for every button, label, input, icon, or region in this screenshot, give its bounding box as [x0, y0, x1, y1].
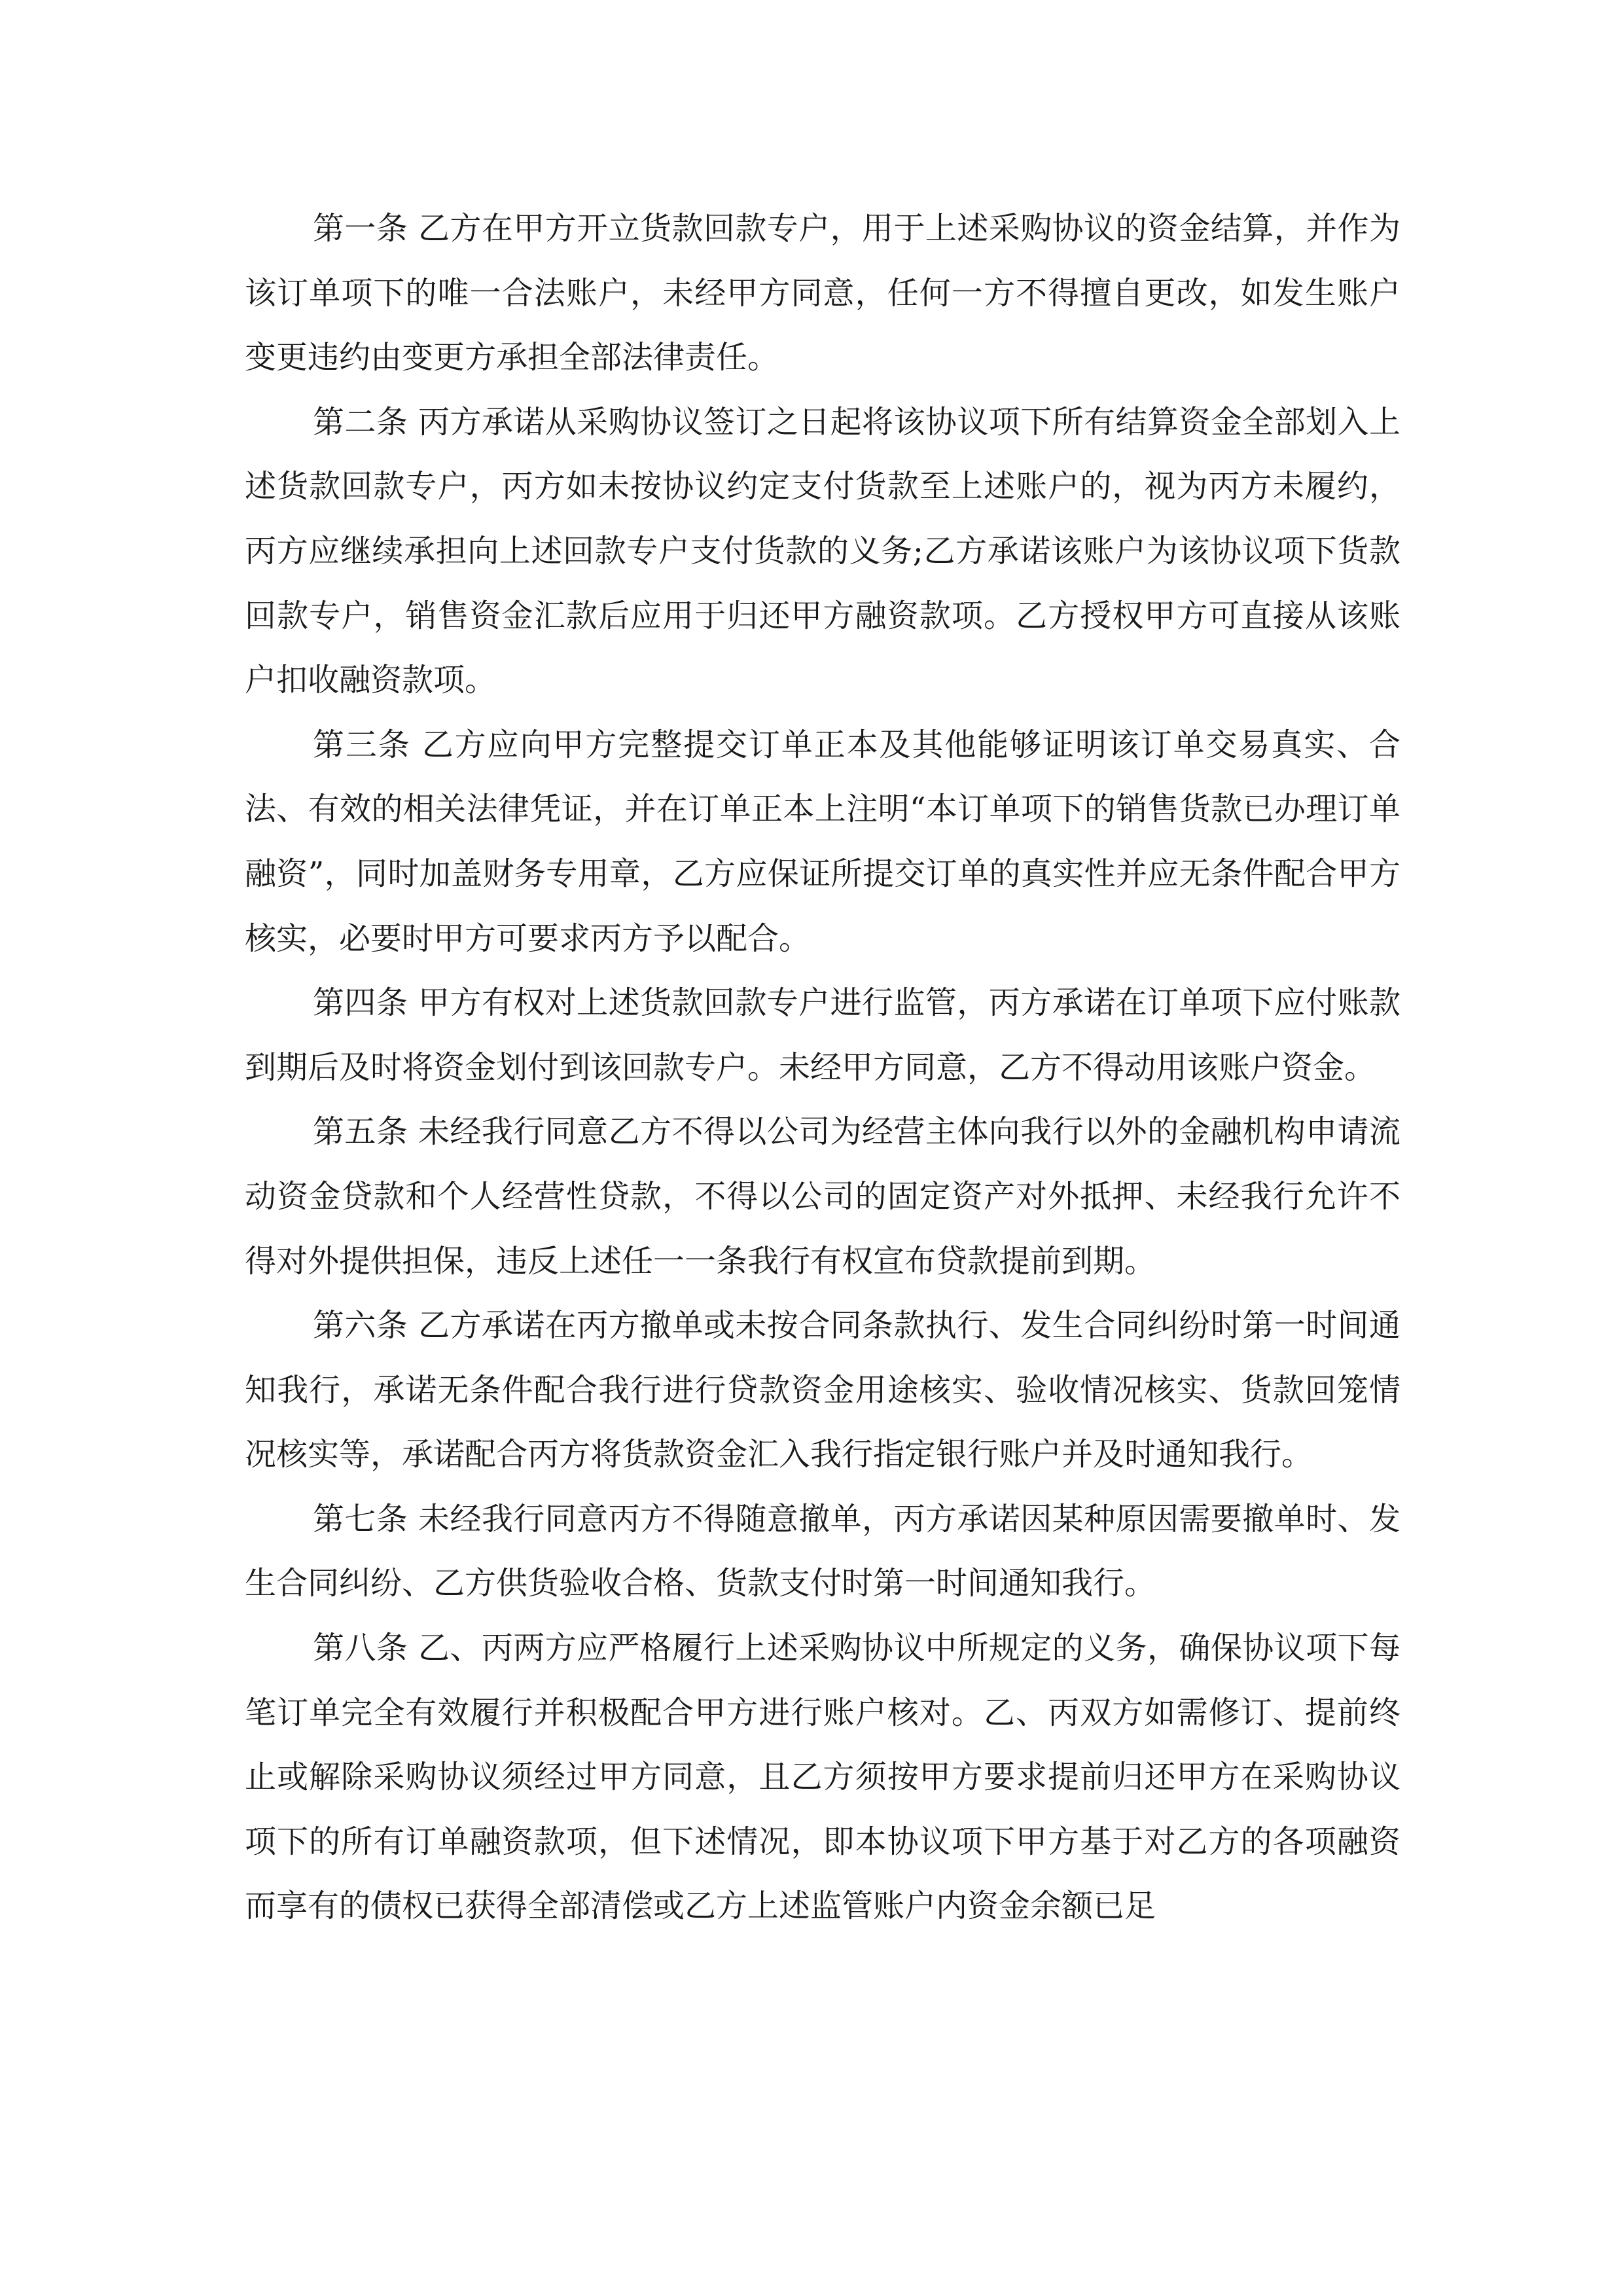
clause-3: 第三条 乙方应向甲方完整提交订单正本及其他能够证明该订单交易真实、合法、有效的相关法律凭证，并在订单正本上注明“本订单项下的销售货款已办理订单融资”，同时加盖财务专用章，乙方应保证所提交订单的真实性并应无条件配合甲方核实，必要时甲方可要求丙方予以配合。 [245, 726, 1400, 957]
clause-1: 第一条 乙方在甲方开立货款回款专户，用于上述采购协议的资金结算，并作为该订单项下的唯一合法账户，未经甲方同意，任何一方不得擅自更改，如发生账户变更违约由变更方承担全部法律责任。 [245, 210, 1400, 376]
clause-5: 第五条 未经我行同意乙方不得以公司为经营主体向我行以外的金融机构申请流动资金贷款和个人经营性贷款，不得以公司的固定资产对外抵押、未经我行允许不得对外提供担保，违反上述任一一条我行有权宣布贷款提前到期。 [245, 1113, 1400, 1280]
clause-6: 第六条 乙方承诺在丙方撤单或未按合同条款执行、发生合同纠纷时第一时间通知我行，承诺无条件配合我行进行贷款资金用途核实、验收情况核实、货款回笼情况核实等，承诺配合丙方将货款资金汇入我行指定银行账户并及时通知我行。 [245, 1307, 1400, 1473]
clause-7: 第七条 未经我行同意丙方不得随意撤单，丙方承诺因某种原因需要撤单时、发生合同纠纷、乙方供货验收合格、货款支付时第一时间通知我行。 [245, 1500, 1400, 1602]
document-body [245, 196, 1400, 1939]
clause-2: 第二条 丙方承诺从采购协议签订之日起将该协议项下所有结算资金全部划入上述货款回款专户，丙方如未按协议约定支付货款至上述账户的，视为丙方未履约，丙方应继续承担向上述回款专户支付货款的义务;乙方承诺该账户为该协议项下货款回款专户，销售资金汇款后应用于归还甲方融资款项。乙方授权甲方可直接从该账户扣收融资款项。 [245, 403, 1400, 699]
clause-8: 第八条 乙、丙两方应严格履行上述采购协议中所规定的义务，确保协议项下每笔订单完全有效履行并积极配合甲方进行账户核对。乙、丙双方如需修订、提前终止或解除采购协议须经过甲方同意，且乙方须按甲方要求提前归还甲方在采购协议项下的所有订单融资款项，但下述情况，即本协议项下甲方基于对乙方的各项融资而享有的债权已获得全部清偿或乙方上述监管账户内资金余额已足 [245, 1630, 1400, 1925]
clause-4: 第四条 甲方有权对上述货款回款专户进行监管，丙方承诺在订单项下应付账款到期后及时将资金划付到该回款专户。未经甲方同意，乙方不得动用该账户资金。 [245, 984, 1400, 1086]
